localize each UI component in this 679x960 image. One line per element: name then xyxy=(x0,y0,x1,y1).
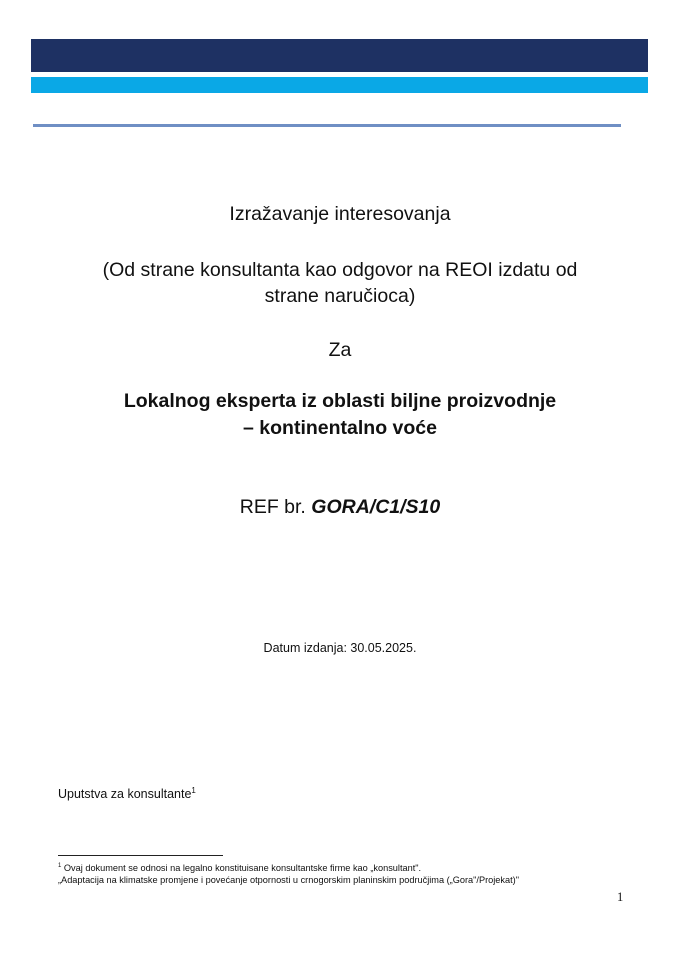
footnote-2: „Adaptacija na klimatske promjene i povećanje otpornosti u crnogorskim planinskim područjima („Gora"/Projekat)" xyxy=(58,875,519,885)
reference-prefix: REF br. xyxy=(239,496,312,518)
instructions-heading xyxy=(58,787,196,801)
document-title: Izražavanje interesovanja xyxy=(229,203,451,225)
expert-position xyxy=(40,388,640,442)
footnote-1-marker: 1 xyxy=(58,862,62,869)
subtitle-line-1: (Od strane konsultanta kao odgovor na REOI izdatu od xyxy=(102,259,578,281)
page-number: 1 xyxy=(617,890,624,904)
footnote-separator xyxy=(58,855,223,856)
subtitle-line-2: strane naručioca) xyxy=(264,285,416,307)
footnote-1 xyxy=(58,862,658,874)
footnote-reference: 1 xyxy=(191,785,196,795)
header-band-dark xyxy=(31,39,648,72)
expert-line-2: – kontinentalno voće xyxy=(243,417,437,439)
reference-number xyxy=(40,496,640,519)
reference-code: GORA/C1/S10 xyxy=(311,496,441,518)
expert-line-1: Lokalnog eksperta iz oblasti biljne proizvodnje xyxy=(123,390,557,412)
instructions-label: Uputstva za konsultante xyxy=(58,787,192,801)
footnote-1-text: Ovaj dokument se odnosi na legalno konstituisane konsultantske firme kao „konsultant". xyxy=(61,863,422,873)
header-band-light xyxy=(31,77,648,93)
for-label: Za xyxy=(328,339,352,361)
issue-date: Datum izdanja: 30.05.2025. xyxy=(263,641,417,655)
header-rule xyxy=(33,124,621,127)
document-subtitle xyxy=(40,257,640,309)
